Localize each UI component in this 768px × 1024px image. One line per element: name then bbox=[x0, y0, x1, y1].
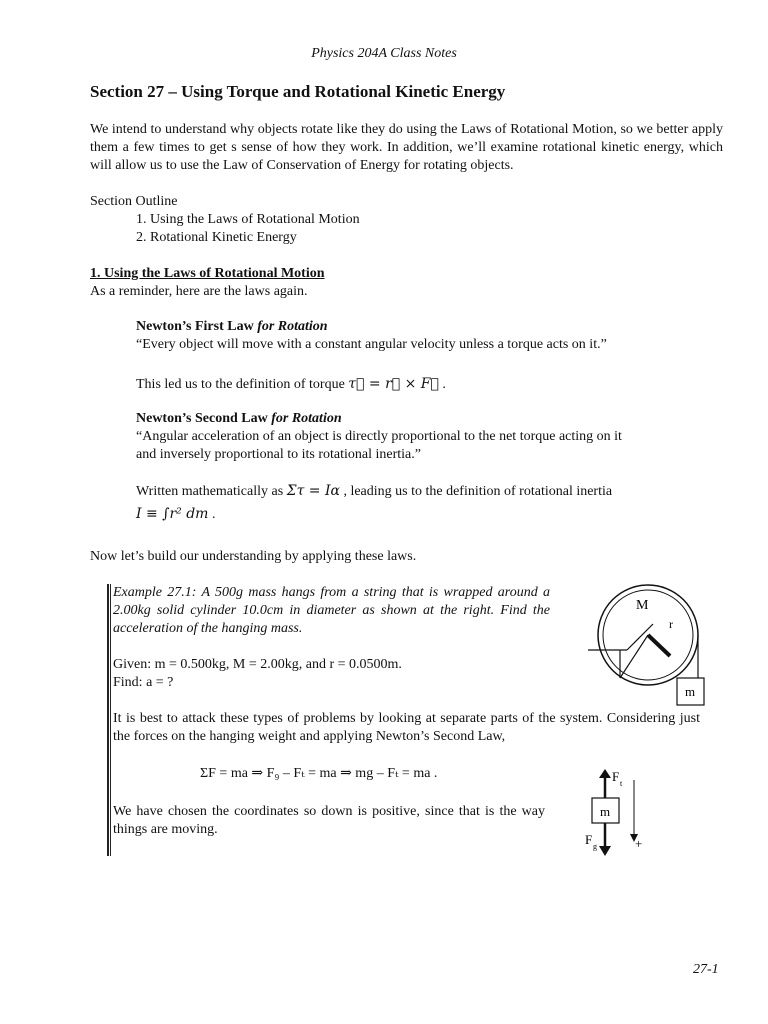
first-law-title: Newton’s First Law bbox=[136, 319, 254, 334]
torque-equation: τ⃗ = r⃗ × F⃗ bbox=[348, 376, 439, 392]
radius-line bbox=[648, 635, 670, 656]
approach-text: It is best to attack these types of problems by looking at separate parts of the system. Considering just the forces on the hanging weight and applying Newton’s Second Law, bbox=[113, 711, 700, 744]
first-law-heading bbox=[136, 318, 328, 336]
example-text: A 500g mass hangs from a string that is wrapped around a 2.00kg solid cylinder 10.0cm in diameter as shown at the right. Find the acceleration of the hanging mass. bbox=[113, 585, 550, 636]
example-statement bbox=[113, 584, 550, 638]
first-law-quote: “Every object will move with a constant angular velocity unless a torque acts on it.” bbox=[136, 337, 607, 352]
support-brace bbox=[620, 635, 648, 678]
intro-paragraph: We intend to understand why objects rotate like they do using the Laws of Rotational Motion, so we better apply them a few times to get s sense of how they work. In addition, we’ll examine rotational kinetic energy, which will allow us to use the Law of Conservation of Energy for rotating objects. bbox=[90, 122, 723, 173]
outline-item: 1. Using the Laws of Rotational Motion bbox=[136, 212, 360, 227]
outline-heading: Section Outline bbox=[90, 194, 178, 209]
free-body-diagram bbox=[578, 760, 658, 865]
inertia-definition: I ≡ ∫r² dm . bbox=[136, 506, 216, 522]
force-equation: ΣF = ma ⇒ F₉ – Fₜ = ma ⇒ mg – Fₜ = ma . bbox=[200, 766, 438, 781]
subsection-heading: 1. Using the Laws of Rotational Motion bbox=[90, 266, 325, 281]
second-law-quote-line2: and inversely proportional to its rotational inertia.” bbox=[136, 447, 421, 462]
gravity-arrowhead bbox=[599, 846, 611, 856]
page-header: Physics 204A Class Notes bbox=[311, 46, 457, 61]
second-law-heading bbox=[136, 410, 342, 428]
free-body-mass-label: m bbox=[600, 804, 611, 819]
reminder-text: As a reminder, here are the laws again. bbox=[90, 284, 308, 299]
radius-label: r bbox=[669, 617, 673, 631]
tension-subscript: t bbox=[620, 779, 623, 788]
coordinates-text: We have chosen the coordinates so down is positive, since that is the way things are moving. bbox=[113, 804, 545, 837]
inertia-equation: I ≡ ∫r² dm bbox=[136, 506, 209, 522]
torque-def-text: This led us to the definition of torque bbox=[136, 377, 345, 392]
written-text-1: Written mathematically as bbox=[136, 484, 284, 499]
tension-arrowhead bbox=[599, 769, 611, 778]
section-title: Section 27 – Using Torque and Rotational Kinetic Energy bbox=[90, 82, 506, 101]
written-text-2: , leading us to the definition of rotational inertia bbox=[343, 484, 613, 499]
example-label: Example 27.1: bbox=[113, 585, 197, 600]
pulley-diagram bbox=[580, 578, 710, 713]
transition-text: Now let’s build our understanding by applying these laws. bbox=[90, 549, 417, 564]
outline-item: 2. Rotational Kinetic Energy bbox=[136, 230, 297, 245]
given-text: Given: m = 0.500kg, M = 2.00kg, and r = 0.0500m. bbox=[113, 657, 402, 672]
written-math-line bbox=[136, 482, 612, 501]
second-law-title: Newton’s Second Law bbox=[136, 411, 268, 426]
cylinder-mass-label: M bbox=[636, 598, 649, 613]
first-law-suffix: for Rotation bbox=[257, 319, 328, 334]
second-law-suffix: for Rotation bbox=[271, 411, 342, 426]
gravity-label: F bbox=[585, 832, 593, 847]
second-law-equation: Στ = Iα bbox=[286, 483, 340, 499]
page-number: 27-1 bbox=[693, 962, 719, 977]
mass-label: m bbox=[685, 684, 696, 699]
gravity-subscript: g bbox=[593, 842, 597, 851]
positive-direction-label: + bbox=[635, 836, 643, 851]
find-text: Find: a = ? bbox=[113, 675, 174, 690]
example-border bbox=[107, 584, 109, 856]
torque-definition: This led us to the definition of torque τ⃗ = r⃗ × F⃗ . bbox=[136, 376, 446, 392]
second-law-quote-line1: “Angular acceleration of an object is directly proportional to the net torque acting on it bbox=[136, 429, 622, 444]
tension-label: F bbox=[612, 769, 620, 784]
example-border bbox=[110, 584, 111, 856]
